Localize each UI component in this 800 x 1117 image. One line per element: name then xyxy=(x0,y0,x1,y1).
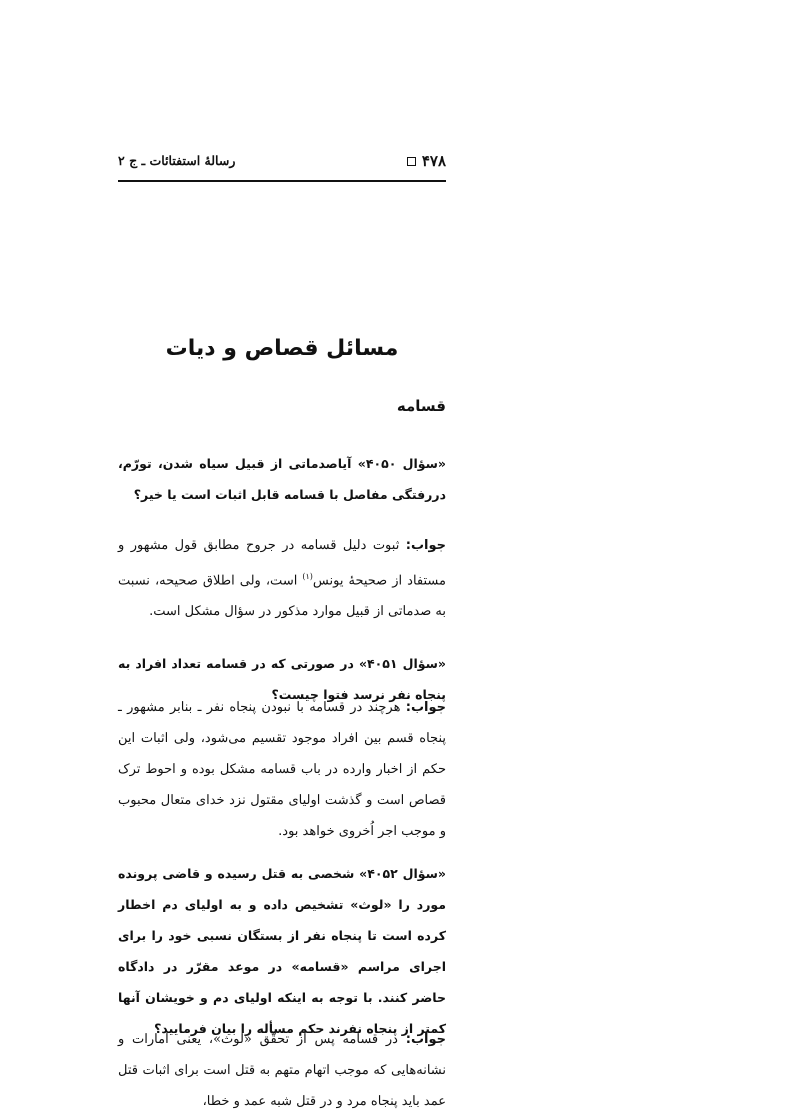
section-title: قسامه xyxy=(396,397,446,415)
question-4052: «سؤال ۴۰۵۲» شخصی به قتل رسیده و قاضی پرونده مورد را «لوث» تشخیص داده و به اولیای دم اخطار کرده است تا پنجاه نفر از بستگان نسبی خود را برای اجرای مراسم «قسامه» در موعد مقرّر در دادگاه حاضر کنند. با توجه به اینکه اولیای دم و خویشان آنها کمتر از پنجاه نفرند حکم مسأله را بیان فرمایید؟ xyxy=(118,866,447,1036)
answer-label: جواب: xyxy=(405,700,446,715)
answer-4051 xyxy=(118,692,446,847)
running-title: رسالهٔ استفتائات ـ ج ۲ xyxy=(118,153,236,168)
page-number-group xyxy=(407,152,446,170)
chapter-title: مسائل قصاص و دیات xyxy=(165,336,399,361)
answer-text: ثبوت دلیل قسامه در جروح مطابق قول مشهور و مستفاد از صحیحهٔ یونس xyxy=(118,538,446,589)
square-bullet-icon xyxy=(407,157,416,166)
question-4051: «سؤال ۴۰۵۱» در صورتی که در قسامه تعداد افراد به پنجاه نفر نرسد فتوا چیست؟ xyxy=(118,656,446,702)
answer-label: جواب: xyxy=(405,538,446,553)
answer-4050 xyxy=(118,530,446,627)
page-number: ۴۷۸ xyxy=(421,152,446,170)
question-4050: «سؤال ۴۰۵۰» آیاصدماتی از قبیل سیاه شدن، تورّم، دررفتگی مفاصل با قسامه قابل اثبات است یا خیر؟ xyxy=(118,456,446,502)
answer-text: است، ولی اطلاق صحیحه، نسبت به صدماتی از قبیل موارد مذکور در سؤال مشکل است. xyxy=(118,573,446,620)
footnote-marker: (۱) xyxy=(302,572,313,581)
header-rule xyxy=(118,180,446,182)
answer-text: در قسامه پس از تحقّق «لوث»، یعنی امارات و نشانه‌هایی که موجب اتهام متهم به قتل است برای اثبات قتل عمد باید پنجاه مرد و در قتل شبه عمد و خطا، xyxy=(118,1032,446,1109)
answer-4052 xyxy=(118,1024,446,1117)
answer-label: جواب: xyxy=(405,1032,446,1047)
answer-text: هرچند در قسامه با نبودن پنجاه نفر ـ بنابر مشهور ـ پنجاه قسم بین افراد موجود تقسیم می‌شود، ولی اثبات این حکم از اخبار وارده در باب قسامه مشکل بوده و احوط ترک قصاص است و گذشت اولیای مقتول نزد خدای متعال محبوب و موجب اجر اُخروی خواهد بود. xyxy=(118,700,446,839)
page-header xyxy=(118,152,446,178)
